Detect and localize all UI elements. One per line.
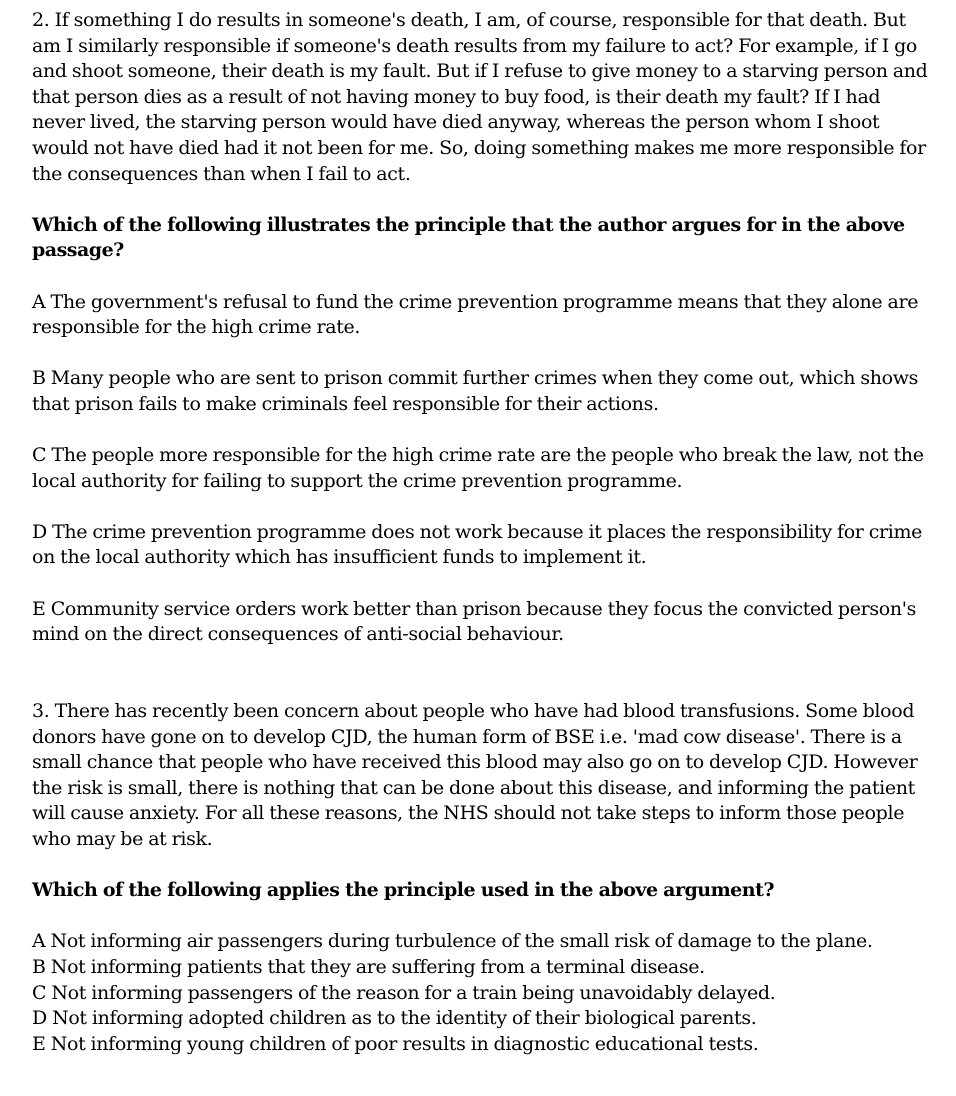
spacer bbox=[32, 264, 932, 290]
spacer bbox=[32, 494, 932, 520]
question-3-option-b: B Not informing patients that they are suffering from a terminal disease. bbox=[32, 955, 705, 978]
question-3-option-d: D Not informing adopted children as to the identity of their biological parents. bbox=[32, 1007, 757, 1030]
question-2-option-e: E Community service orders work better than prison because they focus the convicted person's mind on the direct consequences of anti-social behaviour. bbox=[32, 597, 917, 646]
question-3-option-c: C Not informing passengers of the reason for a train being unavoidably delayed. bbox=[32, 981, 776, 1004]
question-2-passage: 2. If something I do results in someone's death, I am, of course, responsible for that death. But am I similarly responsible if someone's death results from my failure to act? For example, if I go and shoot someone, their death is my fault. But if I refuse to give money to a starving person and that person dies as a result of not having money to buy food, is their death my fault? If I had never lived, the starving person would have died anyway, whereas the person whom I shoot would not have died had it not been for me. So, doing something makes me more responsible for the consequences than when I fail to act. bbox=[32, 9, 928, 185]
spacer bbox=[32, 187, 932, 213]
spacer bbox=[32, 418, 932, 444]
spacer bbox=[32, 648, 932, 699]
question-2-option-d: D The crime prevention programme does not work because it places the responsibility for crime on the local authority which has insufficient funds to implement it. bbox=[32, 520, 923, 569]
question-2-prompt: Which of the following illustrates the principle that the author argues for in the above passage? bbox=[32, 213, 905, 262]
question-3-prompt: Which of the following applies the principle used in the above argument? bbox=[32, 879, 774, 902]
spacer bbox=[32, 341, 932, 367]
question-3-options bbox=[32, 929, 932, 1057]
spacer bbox=[32, 571, 932, 597]
spacer bbox=[32, 904, 932, 930]
question-3-option-e: E Not informing young children of poor results in diagnostic educational tests. bbox=[32, 1032, 759, 1055]
spacer bbox=[32, 853, 932, 879]
question-2-option-b: B Many people who are sent to prison commit further crimes when they come out, which shows that prison fails to make criminals feel responsible for their actions. bbox=[32, 367, 919, 415]
question-2-option-c: C The people more responsible for the high crime rate are the people who break the law, not the local authority for failing to support the crime prevention programme. bbox=[32, 444, 924, 492]
question-2-option-a: A The government's refusal to fund the crime prevention programme means that they alone are responsible for the high crime rate. bbox=[32, 290, 919, 339]
document-page bbox=[32, 8, 932, 1057]
question-3-passage: 3. There has recently been concern about people who have had blood transfusions. Some blood donors have gone on to develop CJD, the human form of BSE i.e. 'mad cow disease'. There is a small chance that people who have received this blood may also go on to develop CJD. However the risk is small, there is nothing that can be done about this disease, and informing the patient will cause anxiety. For all these reasons, the NHS should not take steps to inform those people who may be at risk. bbox=[32, 700, 918, 850]
question-3-option-a: A Not informing air passengers during turbulence of the small risk of damage to the plane. bbox=[32, 930, 873, 953]
